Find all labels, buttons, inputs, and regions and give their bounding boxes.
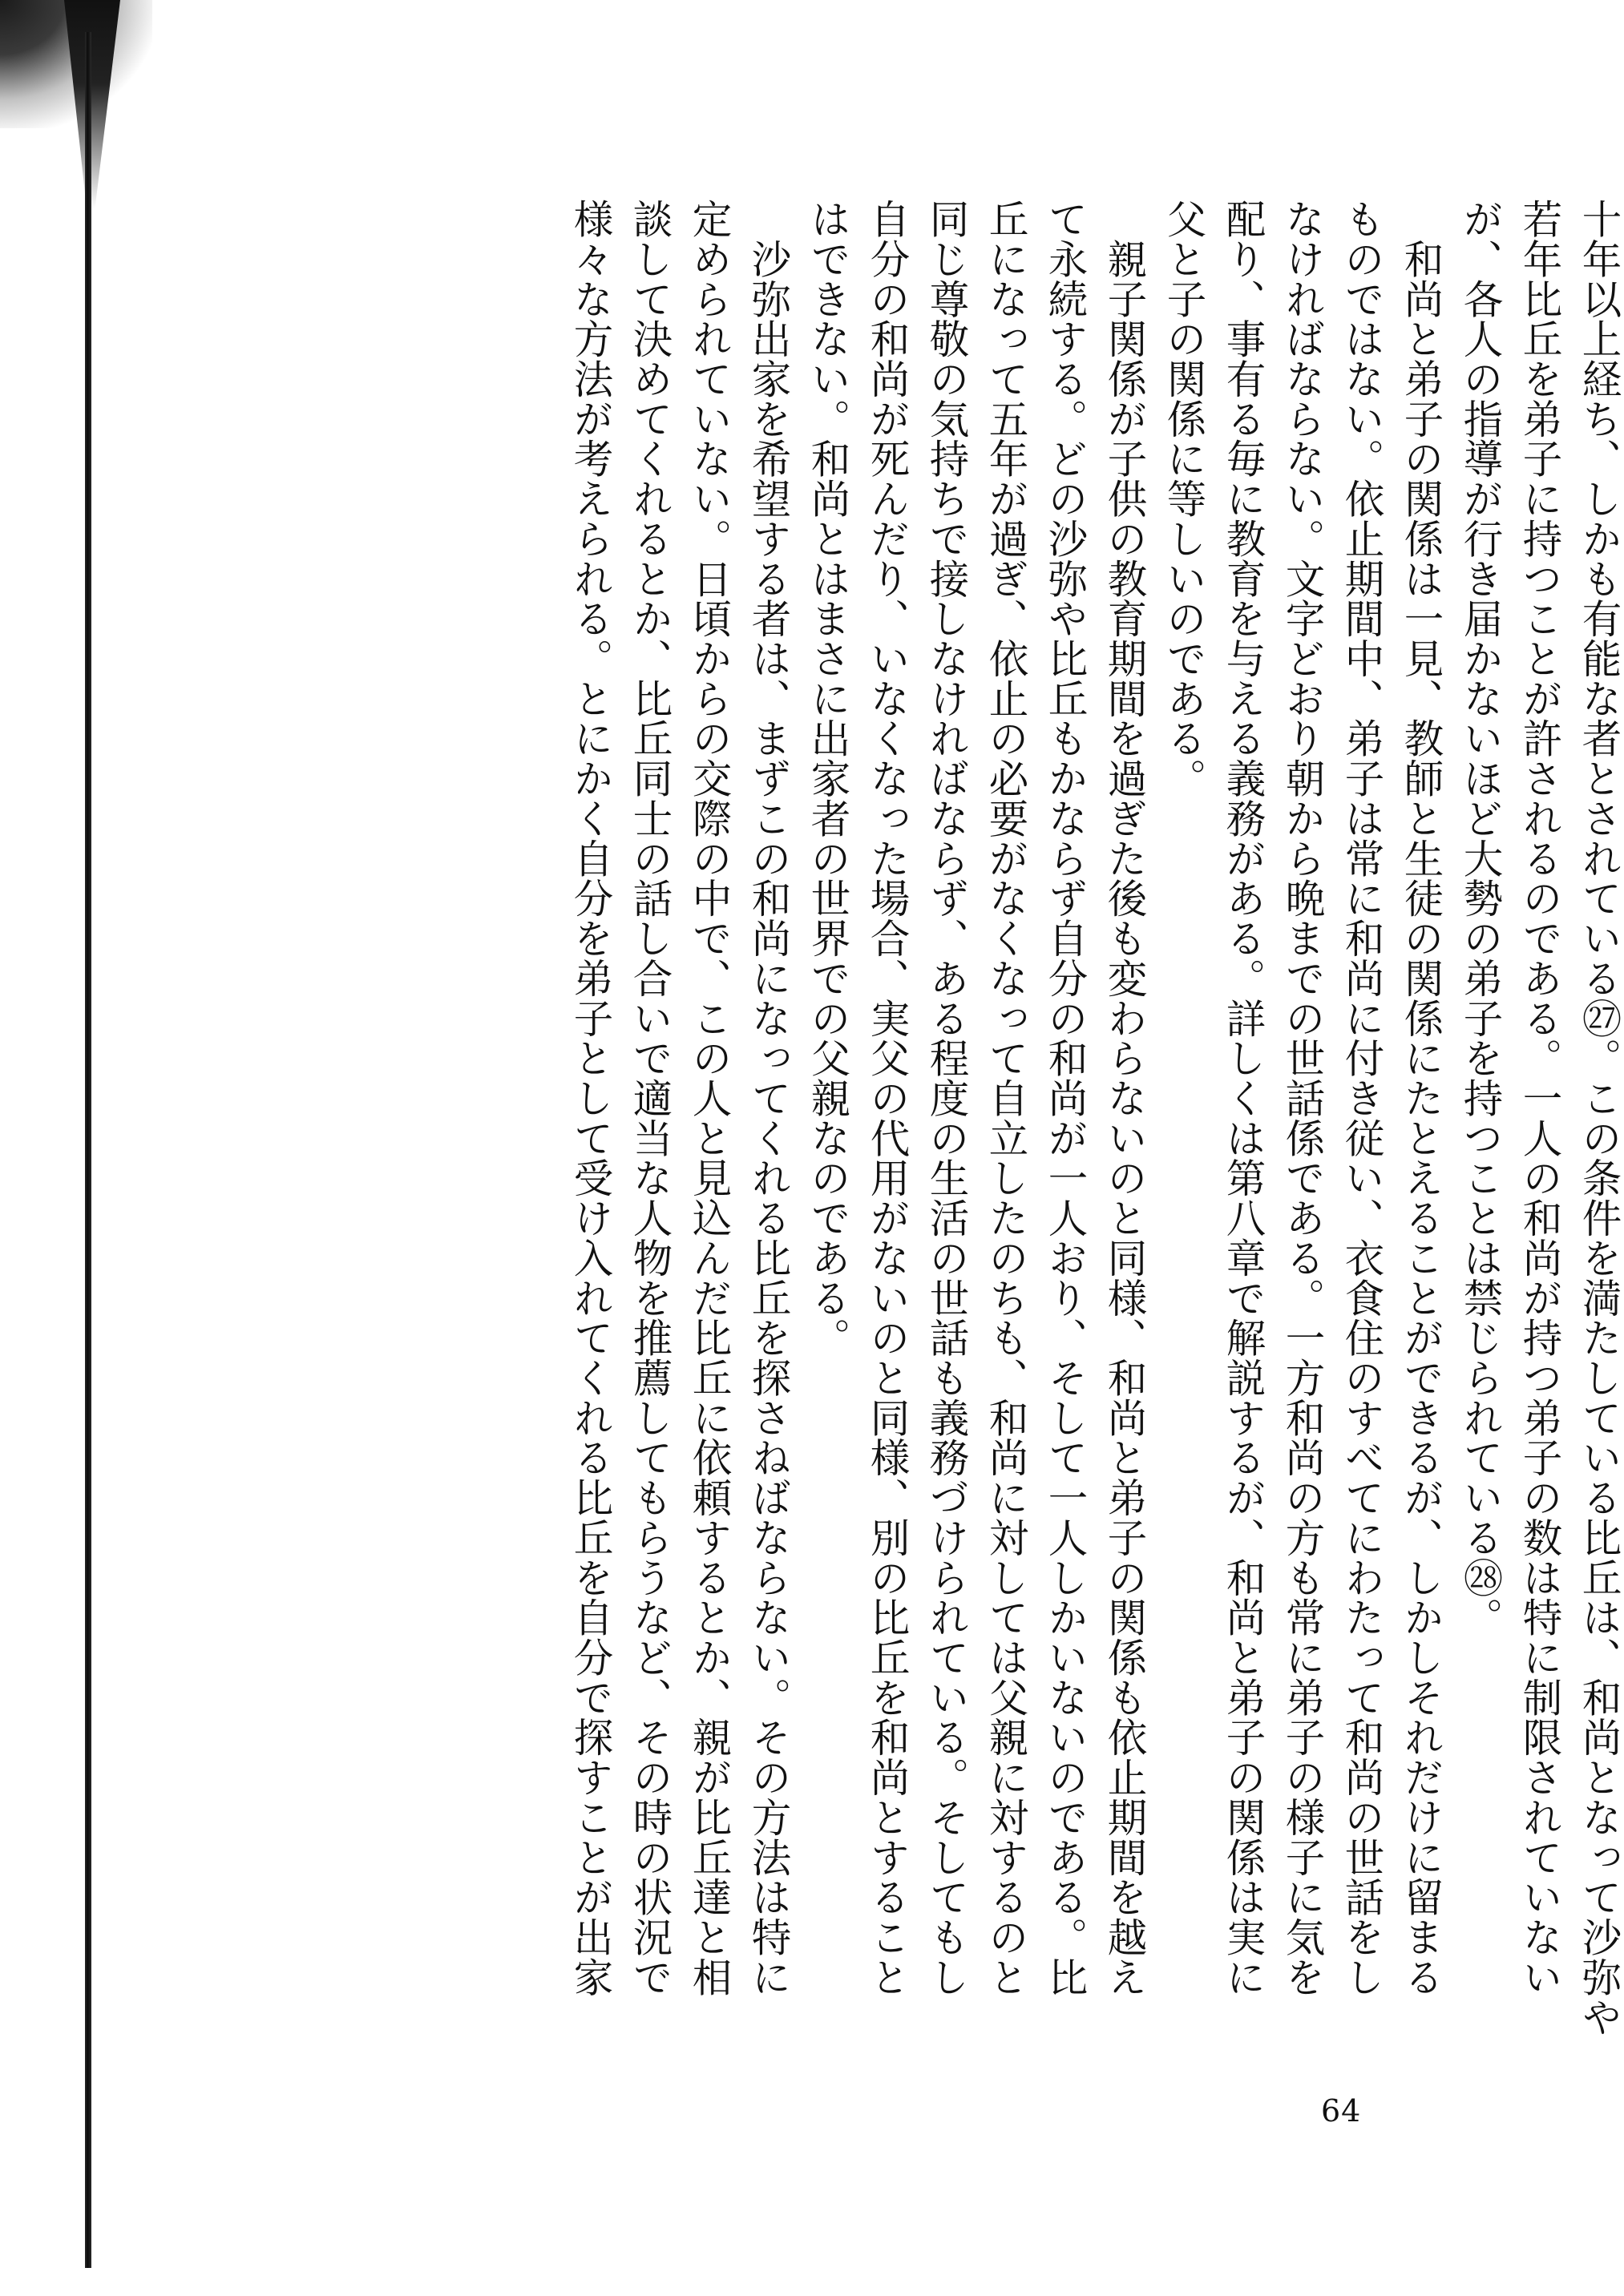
- body-text: [109, 199, 1624, 2186]
- text-line: 父と子の関係に等しいのである。: [1161, 199, 1207, 798]
- text-line: 親子関係が子供の教育期間を過ぎた後も変わらないのと同様、和尚と弟子の関係も依止期間を越え: [1101, 199, 1148, 1997]
- text-line: 定められていない。日頃からの交際の中で、この人と見込んだ比丘に依頼するとか、親が比丘達と相: [686, 199, 733, 1997]
- text-line: なければならない。文字どおり朝から晩までの世話係である。一方和尚の方も常に弟子の様子に気を: [1279, 199, 1326, 1997]
- text-line: て永続する。どの沙弥や比丘もかならず自分の和尚が一人おり、そして一人しかいないのである。比: [1042, 199, 1089, 1997]
- text-line: が、各人の指導が行き届かないほど大勢の弟子を持つことは禁じられている㉘。: [1457, 199, 1504, 1637]
- text-line: 自分の和尚が死んだり、いなくなった場合、実父の代用がないのと同様、別の比丘を和尚とすること: [864, 199, 911, 1997]
- text-line: はできない。和尚とはまさに出家者の世界での父親なのである。: [805, 199, 851, 1358]
- text-line: ものではない。依止期間中、弟子は常に和尚に付き従い、衣食住のすべてにわたって和尚の世話をし: [1339, 199, 1385, 1997]
- binding-edge: [85, 32, 91, 2268]
- text-line: 同じ尊敬の気持ちで接しなければならず、ある程度の生活の世話も義務づけられている。そしてもし: [923, 199, 970, 1997]
- text-line: 談して決めてくれるとか、比丘同士の話し合いで適当な人物を推薦してもらうなど、その時の状況で: [627, 199, 673, 1997]
- text-line: 様々な方法が考えられる。とにかく自分を弟子として受け入れてくれる比丘を自分で探すことが出家: [568, 199, 614, 1997]
- page-number: 64: [1321, 2093, 1362, 2129]
- text-line: 配り、事有る毎に教育を与える義務がある。詳しくは第八章で解説するが、和尚と弟子の関係は実に: [1220, 199, 1266, 1997]
- text-line: 十年以上経ち、しかも有能な者とされている㉗。この条件を満たしている比丘は、和尚となって沙弥や: [1576, 199, 1622, 2037]
- text-line: 沙弥出家を希望する者は、まずこの和尚になってくれる比丘を探さねばならない。その方法は特に: [745, 199, 792, 1997]
- text-line: 和尚と弟子の関係は一見、教師と生徒の関係にたとえることができるが、しかしそれだけに留まる: [1398, 199, 1444, 1997]
- text-line: 若年比丘を弟子に持つことが許されるのである。一人の和尚が持つ弟子の数は特に制限されていない: [1517, 199, 1563, 1997]
- text-line: 丘になって五年が過ぎ、依止の必要がなくなって自立したのちも、和尚に対しては父親に対するのと: [983, 199, 1029, 1997]
